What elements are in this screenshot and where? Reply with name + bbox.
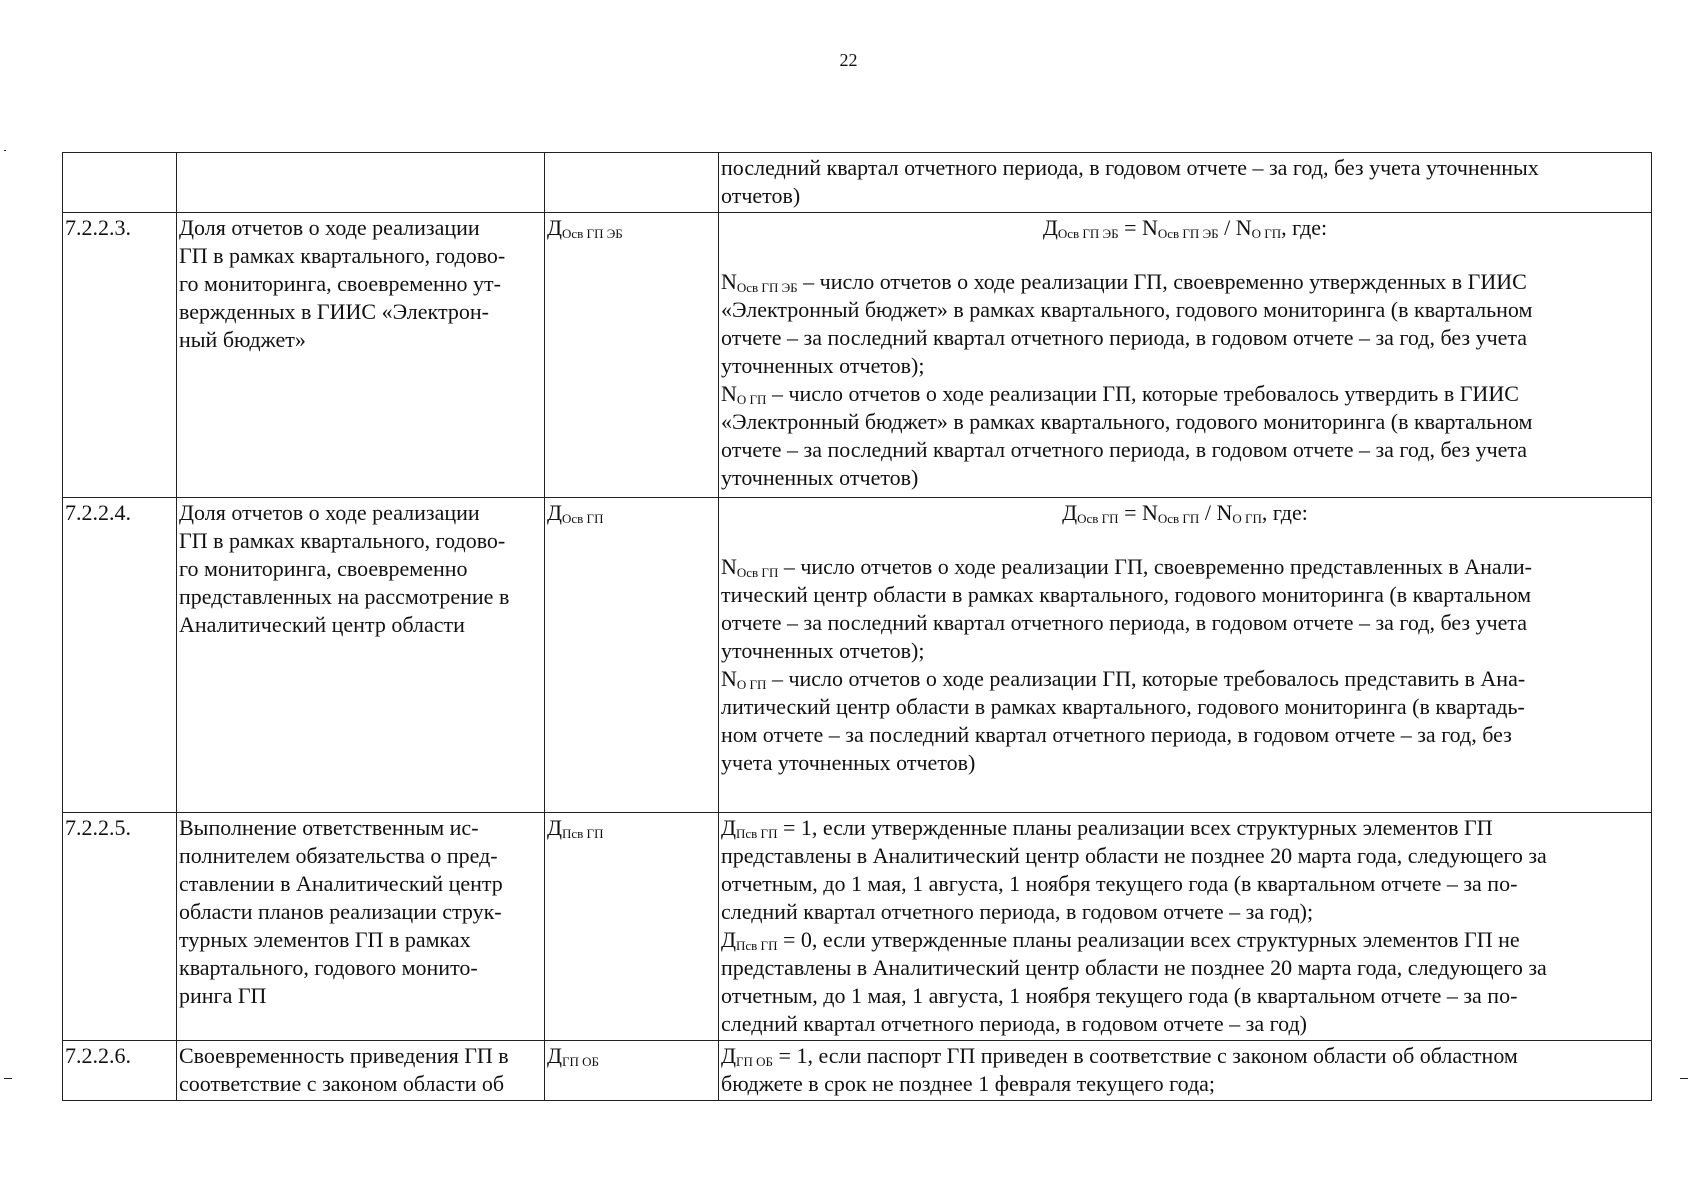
formula (721, 214, 1649, 242)
formula-term: Д (1062, 500, 1078, 525)
indicator-formula-description (719, 813, 1652, 1041)
definition-text: – число отчетов о ходе реализации ГП, своевременно утвержденных в ГИИС (797, 269, 1527, 294)
definition-line (721, 1070, 1649, 1098)
definition-text: литический центр области в рамках квартального, годового мониторинга (в квартадь- (721, 694, 1525, 719)
definition-text: «Электронный бюджет» в рамках квартального, годового мониторинга (в квартальном (721, 409, 1533, 434)
table-row (63, 813, 1652, 1041)
formula-subscript: О ГП (1232, 511, 1262, 526)
indicator-name-line: соответствие с законом области об (179, 1071, 505, 1096)
formula-operator: = N (1118, 500, 1158, 525)
scan-mark (4, 150, 6, 151)
indicator-table (62, 152, 1652, 1101)
description-line: отчетов) (721, 183, 801, 208)
indicator-name (177, 813, 545, 1041)
indicator-formula-description (719, 498, 1652, 813)
definition-line (721, 982, 1649, 1010)
definition-text: – число отчетов о ходе реализации ГП, которые требовалось представить в Ана- (766, 666, 1526, 691)
definition-text: отчетным, до 1 мая, 1 августа, 1 ноября текущего года (в квартальном отчете – за по- (721, 871, 1518, 896)
description-line: последний квартал отчетного периода, в годовом отчете – за год, без учета уточненных (721, 155, 1539, 180)
scan-mark (4, 1078, 12, 1079)
indicator-name-line: го мониторинга, своевременно ут- (179, 271, 501, 296)
indicator-code (545, 1041, 719, 1101)
formula-subscript: Осв ГП ЭБ (1057, 226, 1119, 241)
definition-line (721, 749, 1649, 777)
definition-line (721, 436, 1649, 464)
definition-line (721, 898, 1649, 926)
formula-text: , где: (1261, 500, 1308, 525)
variable-symbol: Д (721, 927, 737, 952)
indicator-name-line: го мониторинга, своевременно (179, 556, 468, 581)
definition-text: отчете – за последний квартал отчетного периода, в годовом отчете – за год, без учета (721, 437, 1528, 462)
definition-text: представлены в Аналитический центр области не позднее 20 марта года, следующего за (721, 843, 1547, 868)
variable-symbol: N (721, 381, 737, 406)
indicator-name-line: ный бюджет» (179, 327, 306, 352)
indicator-code (545, 813, 719, 1041)
table-row (63, 1041, 1652, 1101)
indicator-name-line: Доля отчетов о ходе реализации (179, 215, 480, 240)
variable-subscript: Осв ГП ЭБ (736, 280, 798, 295)
page-number: 22 (839, 50, 858, 70)
variable-definition (721, 380, 1649, 492)
indicator-name (177, 153, 545, 213)
indicator-name-line: Своевременность приведения ГП в (179, 1043, 509, 1068)
definition-text: тический центр области в рамках квартального, годового мониторинга (в квартальном (721, 582, 1532, 607)
definition-text: отчете – за последний квартал отчетного периода, в годовом отчете – за год, без учета (721, 610, 1528, 635)
indicator-name-line: ринга ГП (179, 983, 267, 1008)
definition-line (721, 954, 1649, 982)
indicator-name-line: ГП в рамках квартального, годово- (179, 243, 506, 268)
definition-text: ном отчете – за последний квартал отчетного периода, в годовом отчете – за год, без (721, 722, 1512, 747)
formula (721, 499, 1649, 527)
variable-subscript: ГП ОБ (736, 1054, 774, 1069)
indicator-formula-description (719, 153, 1652, 213)
definition-line (721, 1010, 1649, 1038)
indicator-name-line: квартального, годового монито- (179, 955, 478, 980)
variable-symbol: Д (721, 815, 737, 840)
variable-definition (721, 926, 1649, 1038)
definition-text: уточненных отчетов); (721, 638, 925, 663)
indicator-number: 7.2.2.4. (63, 498, 177, 813)
variable-subscript: Осв ГП (736, 565, 779, 580)
formula-operator: / N (1218, 215, 1252, 240)
formula-term: Д (1042, 215, 1058, 240)
definition-text: учета уточненных отчетов) (721, 750, 976, 775)
indicator-code (545, 498, 719, 813)
definition-line (721, 581, 1649, 609)
definition-line (721, 926, 1649, 954)
definition-line (721, 870, 1649, 898)
code-symbol: Д (547, 1043, 563, 1068)
definition-line (721, 1042, 1649, 1070)
formula-subscript: О ГП (1251, 226, 1282, 241)
variable-definition (721, 1042, 1649, 1098)
variable-definition (721, 665, 1649, 777)
definition-text: отчетным, до 1 мая, 1 августа, 1 ноября текущего года (в квартальном отчете – за по- (721, 983, 1518, 1008)
indicator-number (63, 153, 177, 213)
variable-subscript: О ГП (736, 392, 767, 407)
variable-symbol: Д (721, 1043, 737, 1068)
indicator-name (177, 213, 545, 498)
definition-line (721, 296, 1649, 324)
variable-symbol: N (721, 666, 737, 691)
definition-line (721, 693, 1649, 721)
indicator-name-line: представленных на рассмотрение в (179, 584, 510, 609)
definition-text: следний квартал отчетного периода, в годовом отчете – за год); (721, 899, 1314, 924)
definition-text: представлены в Аналитический центр области не позднее 20 марта года, следующего за (721, 955, 1547, 980)
table-row (63, 153, 1652, 213)
indicator-number: 7.2.2.3. (63, 213, 177, 498)
code-subscript: Осв ГП ЭБ (562, 226, 623, 241)
indicator-name (177, 498, 545, 813)
formula-operator: = N (1118, 215, 1158, 240)
indicator-code (545, 213, 719, 498)
definition-text: следний квартал отчетного периода, в годовом отчете – за год) (721, 1011, 1307, 1036)
code-subscript: Осв ГП (562, 511, 604, 526)
indicator-name-line: Аналитический центр области (179, 612, 465, 637)
definition-line (721, 842, 1649, 870)
variable-subscript: Псв ГП (736, 826, 778, 841)
definition-text: = 1, если паспорт ГП приведен в соответствие с законом области об областном (773, 1043, 1518, 1068)
formula-subscript: Осв ГП ЭБ (1157, 226, 1219, 241)
definition-text: отчете – за последний квартал отчетного периода, в годовом отчете – за год, без учета (721, 325, 1528, 350)
definition-line (721, 324, 1649, 352)
indicator-code (545, 153, 719, 213)
definition-line (721, 408, 1649, 436)
variable-symbol: N (721, 554, 737, 579)
definition-text: «Электронный бюджет» в рамках квартального, годового мониторинга (в квартальном (721, 297, 1533, 322)
definition-text: уточненных отчетов) (721, 465, 919, 490)
indicator-name-line: турных элементов ГП в рамках (179, 927, 471, 952)
variable-subscript: Псв ГП (736, 938, 778, 953)
definition-line (721, 553, 1649, 581)
indicator-name (177, 1041, 545, 1101)
indicator-formula-description (719, 213, 1652, 498)
table-row (63, 498, 1652, 813)
definition-line (721, 268, 1649, 296)
formula-operator: / N (1199, 500, 1233, 525)
scan-mark (1680, 1078, 1688, 1079)
indicator-name-line: полнителем обязательства о пред- (179, 843, 498, 868)
code-subscript: Псв ГП (562, 826, 604, 841)
indicator-name-line: области планов реализации струк- (179, 899, 502, 924)
code-symbol: Д (547, 815, 563, 840)
indicator-formula-description (719, 1041, 1652, 1101)
definition-text: = 0, если утвержденные планы реализации всех структурных элементов ГП не (777, 927, 1520, 952)
definition-text: = 1, если утвержденные планы реализации всех структурных элементов ГП (777, 815, 1493, 840)
definition-line (721, 609, 1649, 637)
definition-text: – число отчетов о ходе реализации ГП, своевременно представленных в Анали- (778, 554, 1532, 579)
variable-symbol: N (721, 269, 737, 294)
indicator-name-line: Доля отчетов о ходе реализации (179, 500, 480, 525)
variable-subscript: О ГП (736, 677, 767, 692)
definition-text: – число отчетов о ходе реализации ГП, которые требовалось утвердить в ГИИС (766, 381, 1519, 406)
definition-line (721, 464, 1649, 492)
formula-subscript: Осв ГП (1077, 511, 1119, 526)
variable-definition (721, 814, 1649, 926)
code-symbol: Д (547, 215, 563, 240)
definition-line (721, 380, 1649, 408)
indicator-number: 7.2.2.6. (63, 1041, 177, 1101)
formula-subscript: Осв ГП (1157, 511, 1200, 526)
code-symbol: Д (547, 500, 563, 525)
definition-line (721, 637, 1649, 665)
indicator-name-line: ставлении в Аналитический центр (179, 871, 503, 896)
indicator-name-line: вержденных в ГИИС «Электрон- (179, 299, 489, 324)
definition-line (721, 665, 1649, 693)
indicator-name-line: Выполнение ответственным ис- (179, 815, 479, 840)
indicator-name-line: ГП в рамках квартального, годово- (179, 528, 506, 553)
variable-definition (721, 553, 1649, 665)
indicator-number: 7.2.2.5. (63, 813, 177, 1041)
variable-definition (721, 268, 1649, 380)
definition-text: уточненных отчетов); (721, 353, 925, 378)
table-row (63, 213, 1652, 498)
definition-text: бюджете в срок не позднее 1 февраля текущего года; (721, 1071, 1216, 1096)
definition-line (721, 352, 1649, 380)
definition-line (721, 814, 1649, 842)
code-subscript: ГП ОБ (562, 1054, 600, 1069)
formula-text: , где: (1281, 215, 1328, 240)
definition-line (721, 721, 1649, 749)
